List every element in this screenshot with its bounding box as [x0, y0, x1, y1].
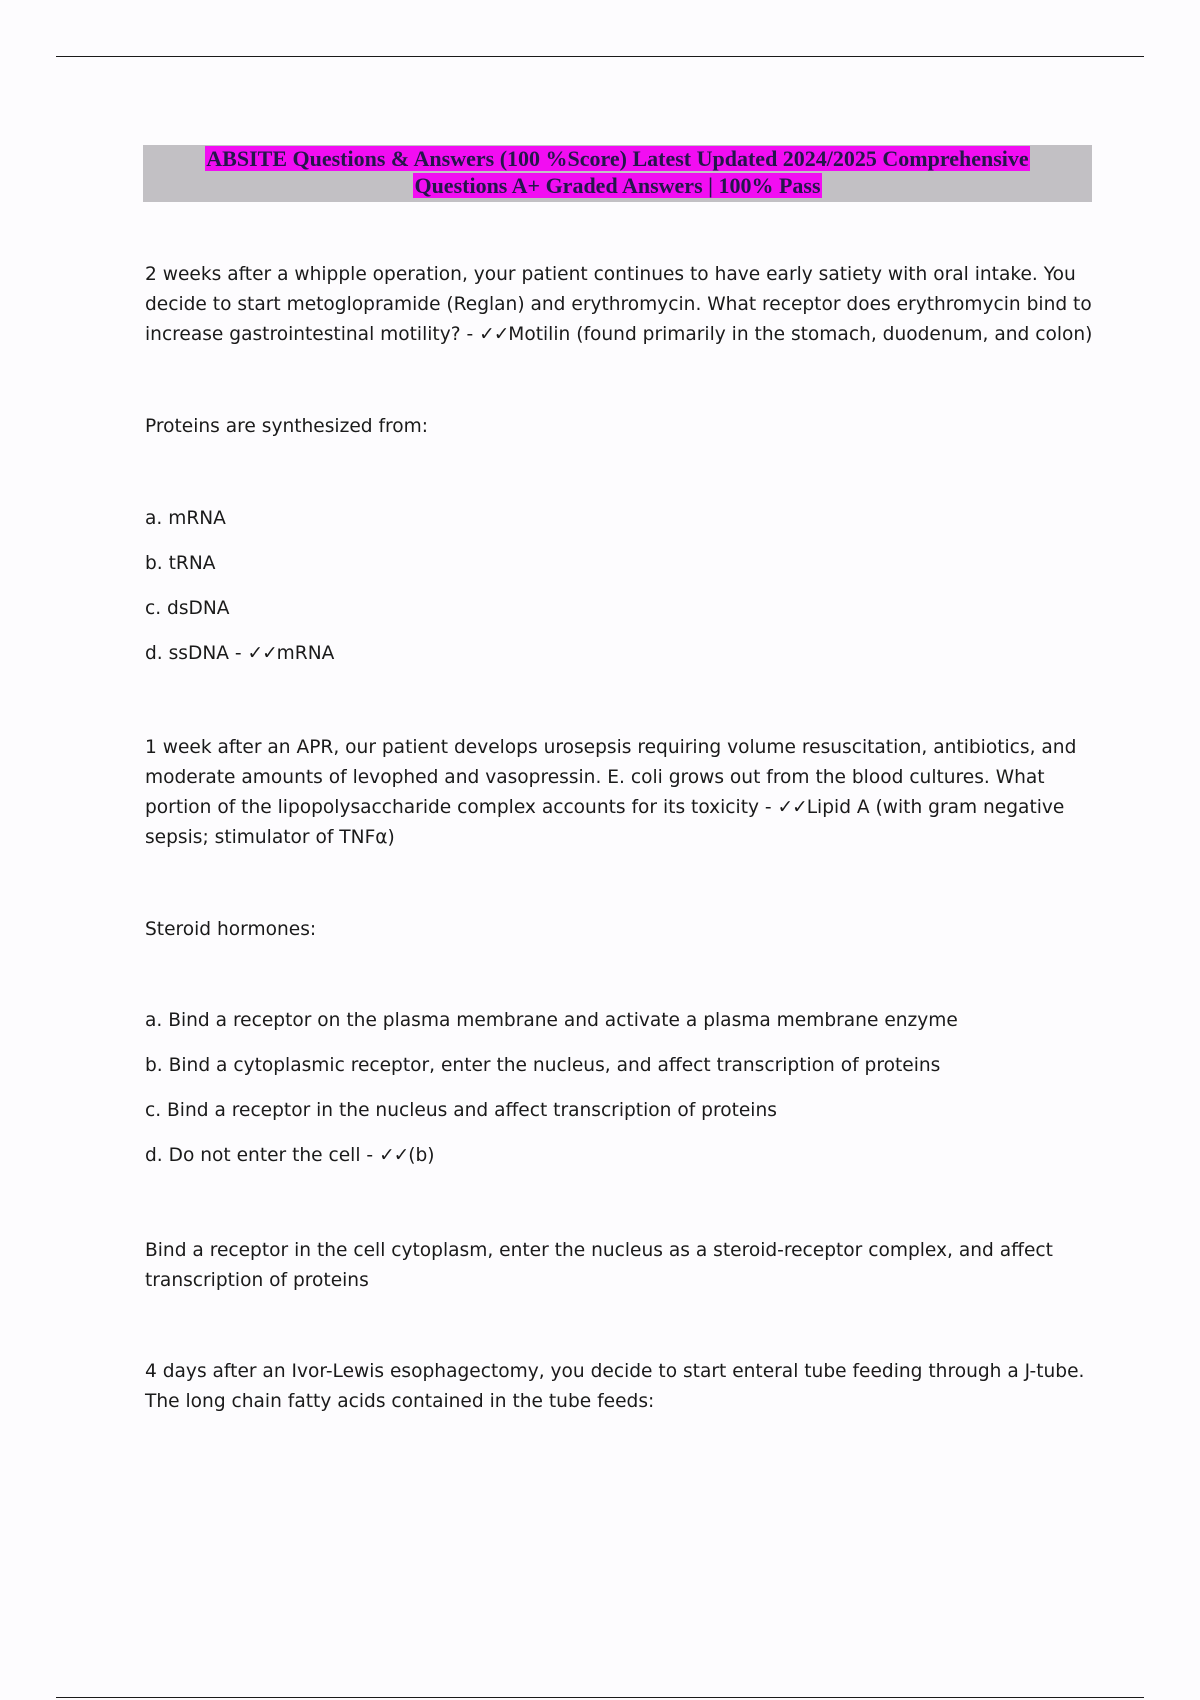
option-c: c. dsDNA	[145, 598, 230, 619]
top-rule	[56, 56, 1144, 57]
check-mark-icon: ✓✓	[777, 797, 807, 818]
answer-text: (b)	[408, 1145, 435, 1166]
explanation-line: Bind a receptor in the cell cytoplasm, enter the nucleus as a steroid-receptor complex, and affect	[145, 1240, 1053, 1261]
question-proteins	[145, 412, 1095, 442]
explanation-line: transcription of proteins	[145, 1270, 369, 1291]
check-mark-icon: ✓✓	[379, 1145, 409, 1166]
question-lps	[145, 733, 1095, 853]
question-line: 1 week after an APR, our patient develops urosepsis requiring volume resuscitation, antibiotics, and	[145, 737, 1077, 758]
question-motility	[145, 260, 1095, 350]
answer-line: portion of the lipopolysaccharide complex accounts for its toxicity - ✓✓Lipid A (with gram negative	[145, 797, 1065, 818]
question-line: decide to start metoglopramide (Reglan) and erythromycin. What receptor does erythromycin bind to	[145, 294, 1092, 315]
option-a: a. mRNA	[145, 508, 226, 529]
title-line-1: ABSITE Questions & Answers (100 %Score) Latest Updated 2024/2025 Comprehensive	[206, 146, 1029, 171]
option-d: d. Do not enter the cell - ✓✓(b)	[145, 1145, 435, 1166]
answer-line-cont: sepsis; stimulator of TNFα)	[145, 827, 395, 848]
options-proteins	[145, 504, 1095, 669]
document-title	[143, 145, 1092, 202]
question-line: 4 days after an Ivor-Lewis esophagectomy, you decide to start enteral tube feeding through a J-tube.	[145, 1361, 1085, 1382]
title-line-2: Questions A+ Graded Answers | 100% Pass	[414, 173, 821, 198]
question-line: Proteins are synthesized from:	[145, 416, 429, 437]
check-mark-icon: ✓✓	[479, 324, 509, 345]
answer-text: Motilin (found primarily in the stomach, duodenum, and colon)	[508, 324, 1093, 345]
option-b: b. tRNA	[145, 553, 216, 574]
question-line: 2 weeks after a whipple operation, your patient continues to have early satiety with oral intake. You	[145, 264, 1076, 285]
answer-text: Lipid A (with gram negative	[806, 797, 1065, 818]
question-tube-feeds	[145, 1357, 1095, 1417]
check-mark-icon: ✓✓	[247, 643, 277, 664]
option-b: b. Bind a cytoplasmic receptor, enter the nucleus, and affect transcription of proteins	[145, 1055, 941, 1076]
option-a: a. Bind a receptor on the plasma membrane and activate a plasma membrane enzyme	[145, 1010, 958, 1031]
question-line: moderate amounts of levophed and vasopressin. E. coli grows out from the blood cultures. What	[145, 767, 1045, 788]
answer-line: increase gastrointestinal motility? - ✓✓Motilin (found primarily in the stomach, duodenum, and colon)	[145, 324, 1093, 345]
option-c: c. Bind a receptor in the nucleus and affect transcription of proteins	[145, 1100, 777, 1121]
bottom-rule	[56, 1697, 1144, 1698]
options-steroids	[145, 1006, 1095, 1171]
explanation-steroids	[145, 1236, 1095, 1296]
question-steroids	[145, 915, 1095, 945]
question-line: Steroid hormones:	[145, 919, 317, 940]
option-d: d. ssDNA - ✓✓mRNA	[145, 643, 335, 664]
question-line: The long chain fatty acids contained in the tube feeds:	[145, 1391, 655, 1412]
answer-text: mRNA	[276, 643, 335, 664]
